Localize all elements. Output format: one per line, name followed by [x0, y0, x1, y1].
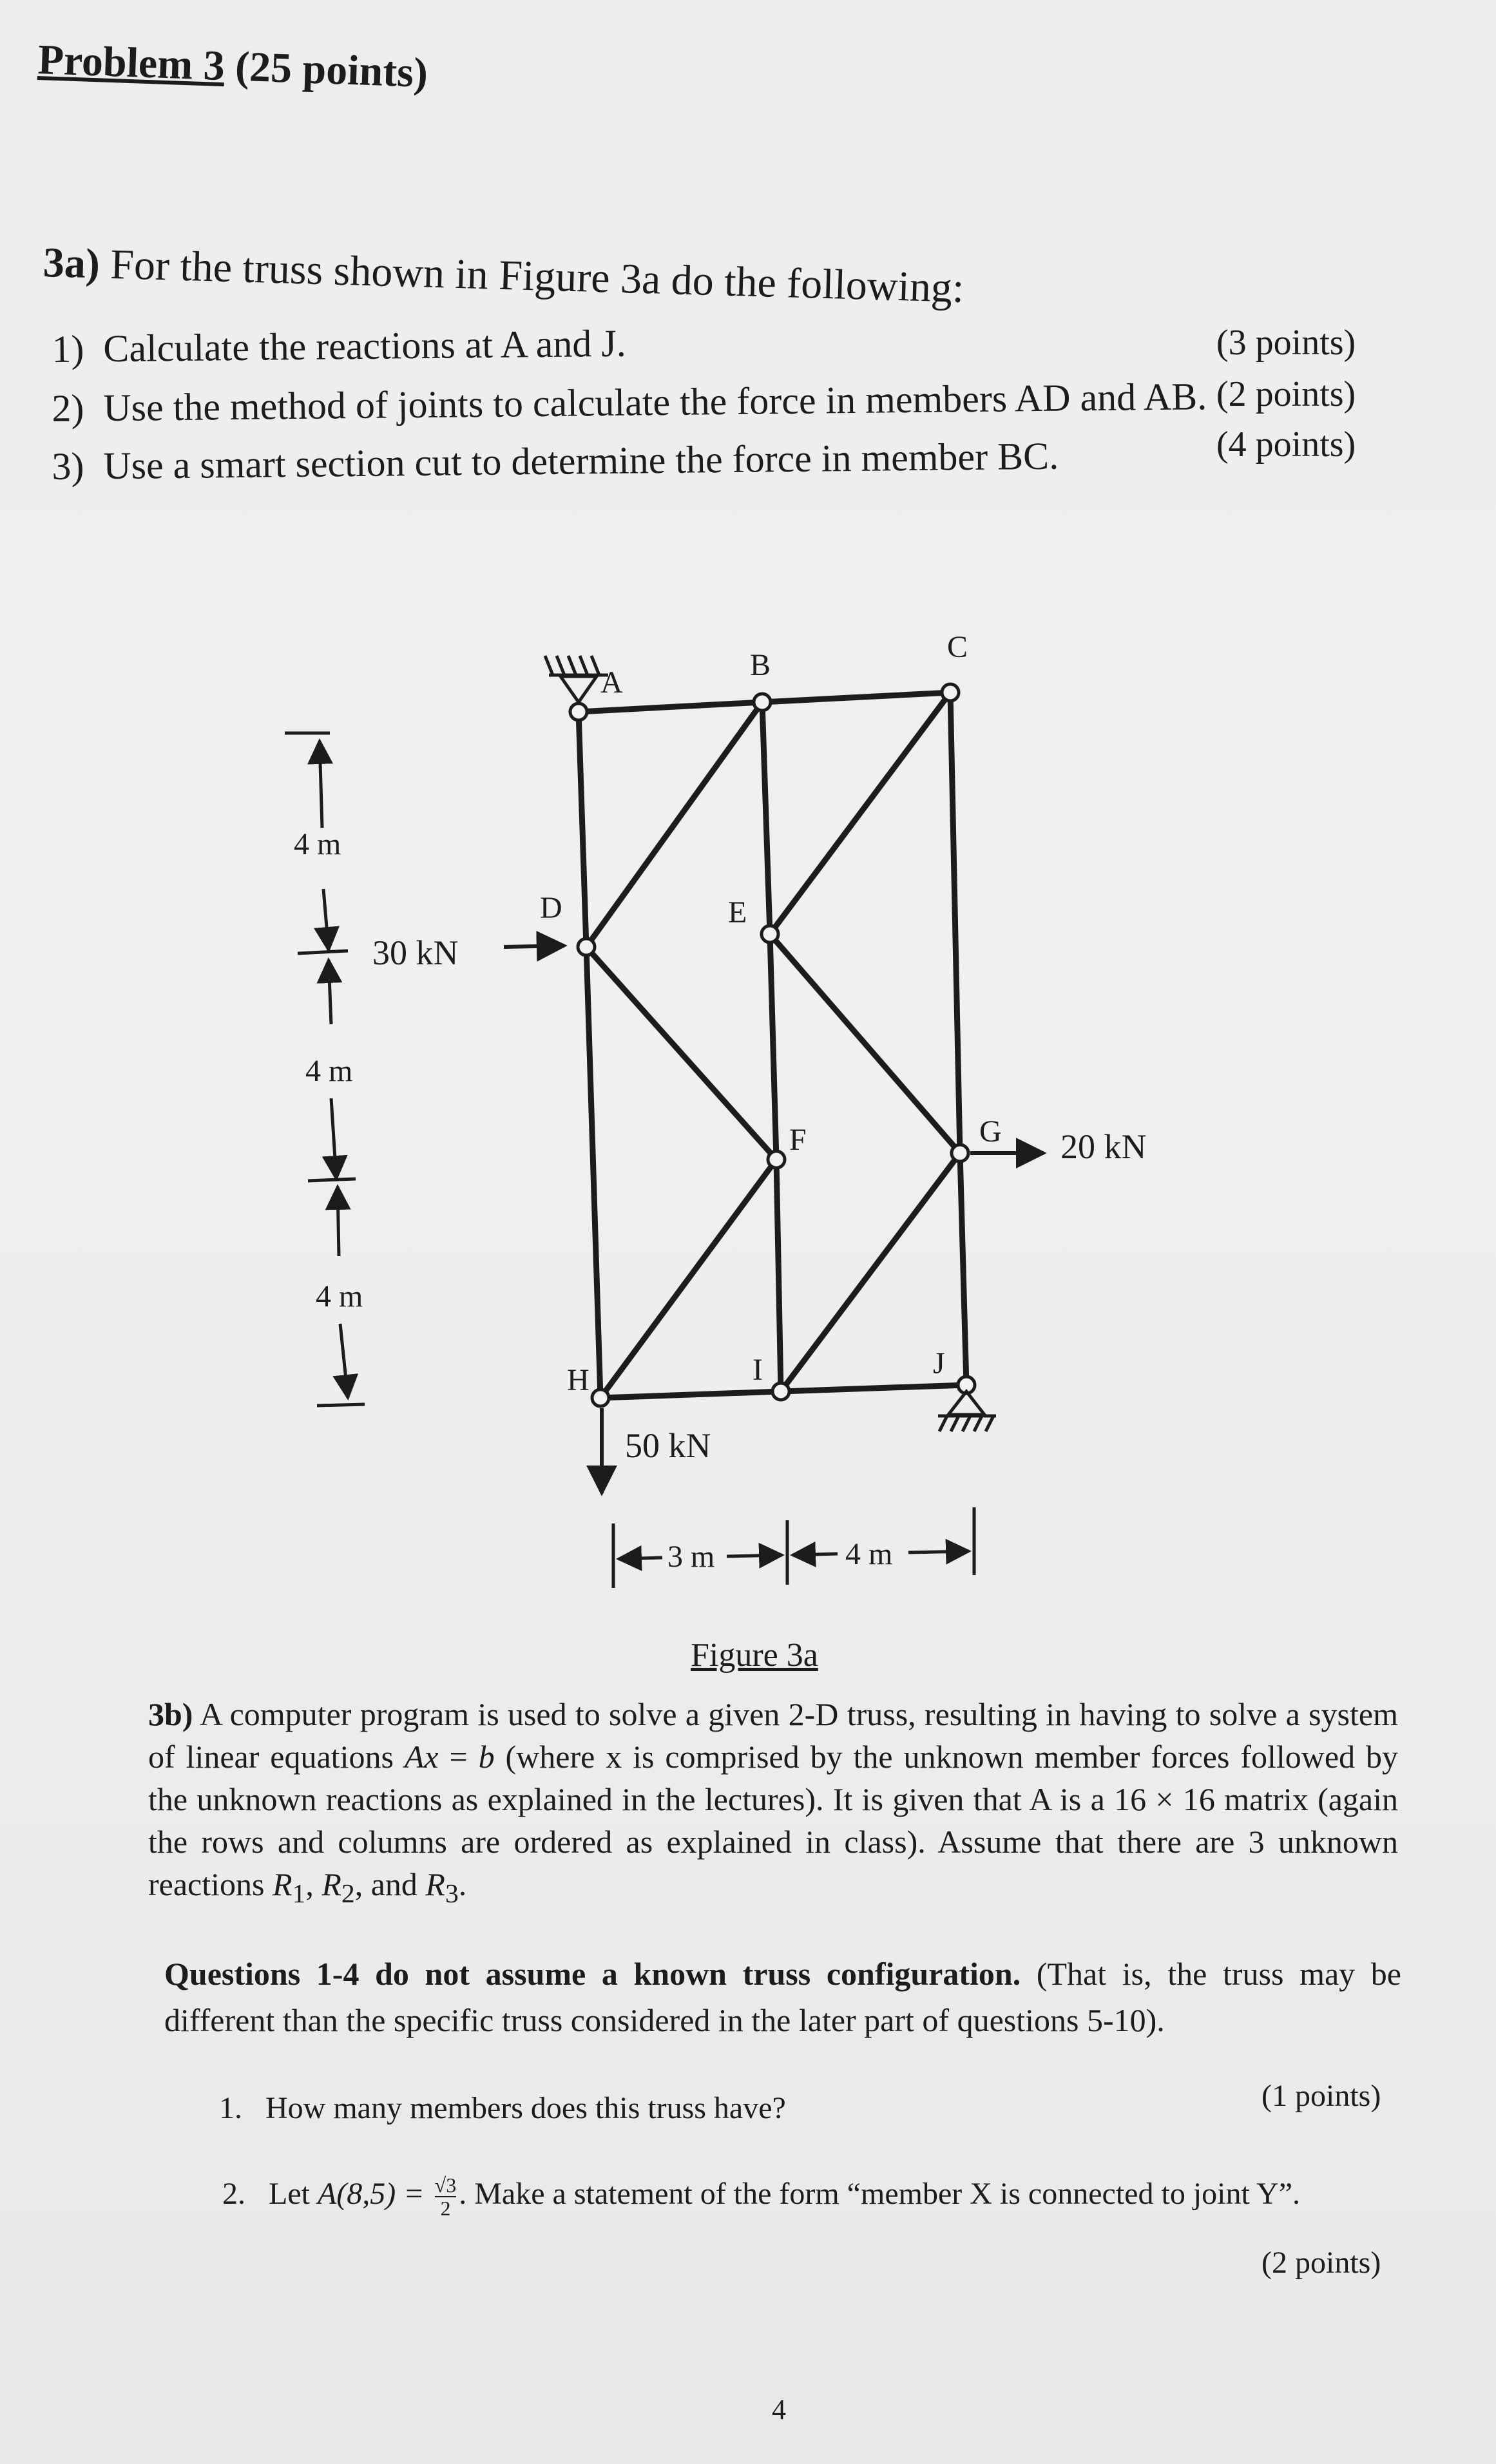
task-number: 3) [52, 444, 84, 488]
fraction [435, 2174, 457, 2219]
part-b-label: 3b) [148, 1696, 193, 1732]
problem-title-number: Problem 3 [37, 35, 226, 90]
member-df [586, 947, 776, 1160]
member-fi [776, 1160, 781, 1391]
joint-f [768, 1151, 785, 1168]
member-be [762, 702, 770, 934]
task-1-points: (3 points) [1216, 323, 1356, 363]
question-number: 1. [219, 2091, 242, 2125]
dim-label-h1: 3 m [667, 1540, 715, 1574]
load-label-g: 20 kN [1060, 1127, 1147, 1166]
joint-h [592, 1390, 609, 1406]
label-joint-i: I [753, 1353, 763, 1387]
task-number: 2) [52, 387, 84, 430]
member-ec [770, 692, 950, 934]
question-text: How many members does this truss have? [265, 2091, 786, 2125]
member-hi [600, 1391, 781, 1398]
load-arrow-d [504, 946, 564, 947]
load-label-h: 50 kN [625, 1426, 711, 1465]
label-joint-e: E [728, 895, 747, 930]
label-joint-h: H [567, 1363, 590, 1397]
task-3-points: (4 points) [1216, 425, 1356, 464]
task-text: Use the method of joints to calculate the force in members AD and AB. [102, 375, 1207, 430]
joint-d [578, 939, 595, 955]
dim-label-h2: 4 m [845, 1537, 893, 1571]
member-fh [600, 1160, 776, 1398]
question-2: 2. Let A(8,5) = $\frac{√3}{2}$ . Make a statement of the form “member X is connected to joint Y”. [222, 2173, 1301, 2220]
support-j [938, 1391, 996, 1431]
question-1-points: (1 points) [1261, 2079, 1381, 2113]
joint-a [570, 703, 587, 720]
load-label-d: 30 kN [372, 933, 459, 972]
part-a-label: 3a) [42, 238, 101, 288]
label-joint-b: B [749, 648, 771, 682]
joint-b [754, 694, 771, 711]
part-b-note [164, 1951, 1401, 2043]
label-joint-f: F [789, 1123, 807, 1157]
question-2-points: (2 points) [1261, 2246, 1381, 2280]
task-number: 1) [52, 327, 84, 370]
member-ad [579, 712, 586, 947]
fraction-numerator: √3 [434, 2173, 457, 2197]
joint-g [952, 1145, 968, 1161]
joint-c [942, 684, 959, 701]
member-gj [960, 1153, 966, 1385]
fraction-denominator: 2 [440, 2197, 451, 2220]
page-number: 4 [772, 2394, 786, 2425]
problem-title-points: (25 points) [224, 43, 429, 97]
figure-caption: Figure 3a [691, 1637, 818, 1674]
task-text: Calculate the reactions at A and J. [102, 321, 627, 370]
dim-label-v2: 4 m [305, 1054, 353, 1088]
member-ef [770, 934, 776, 1160]
label-joint-j: J [933, 1346, 945, 1380]
member-bc [762, 692, 950, 702]
member-cg [950, 692, 960, 1153]
label-joint-a: A [600, 665, 623, 700]
task-2-points: (2 points) [1216, 374, 1356, 414]
label-joint-c: C [946, 630, 968, 664]
member-eg [770, 934, 960, 1153]
question-1 [219, 2090, 786, 2126]
dim-label-v1: 4 m [294, 827, 341, 861]
note-rest: (That is, the truss may be different than the specific truss considered in the later part of questions 5-10). [164, 1956, 1401, 2038]
part-b-paragraph: 3b) A computer program is used to solve a given 2-D truss, resulting in having to solve a system of linear equations Ax = b (where x is comprised by the unknown member forces followed by the unknown reactions as explained in the lectures). It is given that A is a 16 × 16 matrix (again the rows and columns are ordered as explained in class). Assume that there are 3 unknown reactions $R_1$, $R_2$, and $R_3$. [148, 1696, 1398, 1909]
note-bold: Questions 1-4 do not assume a known truss configuration. [164, 1956, 1021, 1992]
math-lhs: A(8,5) = [317, 2177, 432, 2211]
joint-e [762, 926, 778, 942]
joint-i [772, 1383, 789, 1400]
question-number: 2. [222, 2177, 245, 2211]
dim-label-v3: 4 m [316, 1279, 363, 1313]
label-joint-g: G [979, 1114, 1002, 1149]
member-dh [586, 947, 600, 1398]
member-ab [579, 702, 762, 712]
support-a [545, 656, 608, 702]
member-ij [781, 1385, 966, 1391]
task-text: Use a smart section cut to determine the force in member BC. [102, 434, 1059, 488]
truss-members [579, 692, 966, 1398]
label-joint-d: D [540, 891, 562, 925]
part-a-intro-text: For the truss shown in Figure 3a do the following: [110, 240, 965, 312]
